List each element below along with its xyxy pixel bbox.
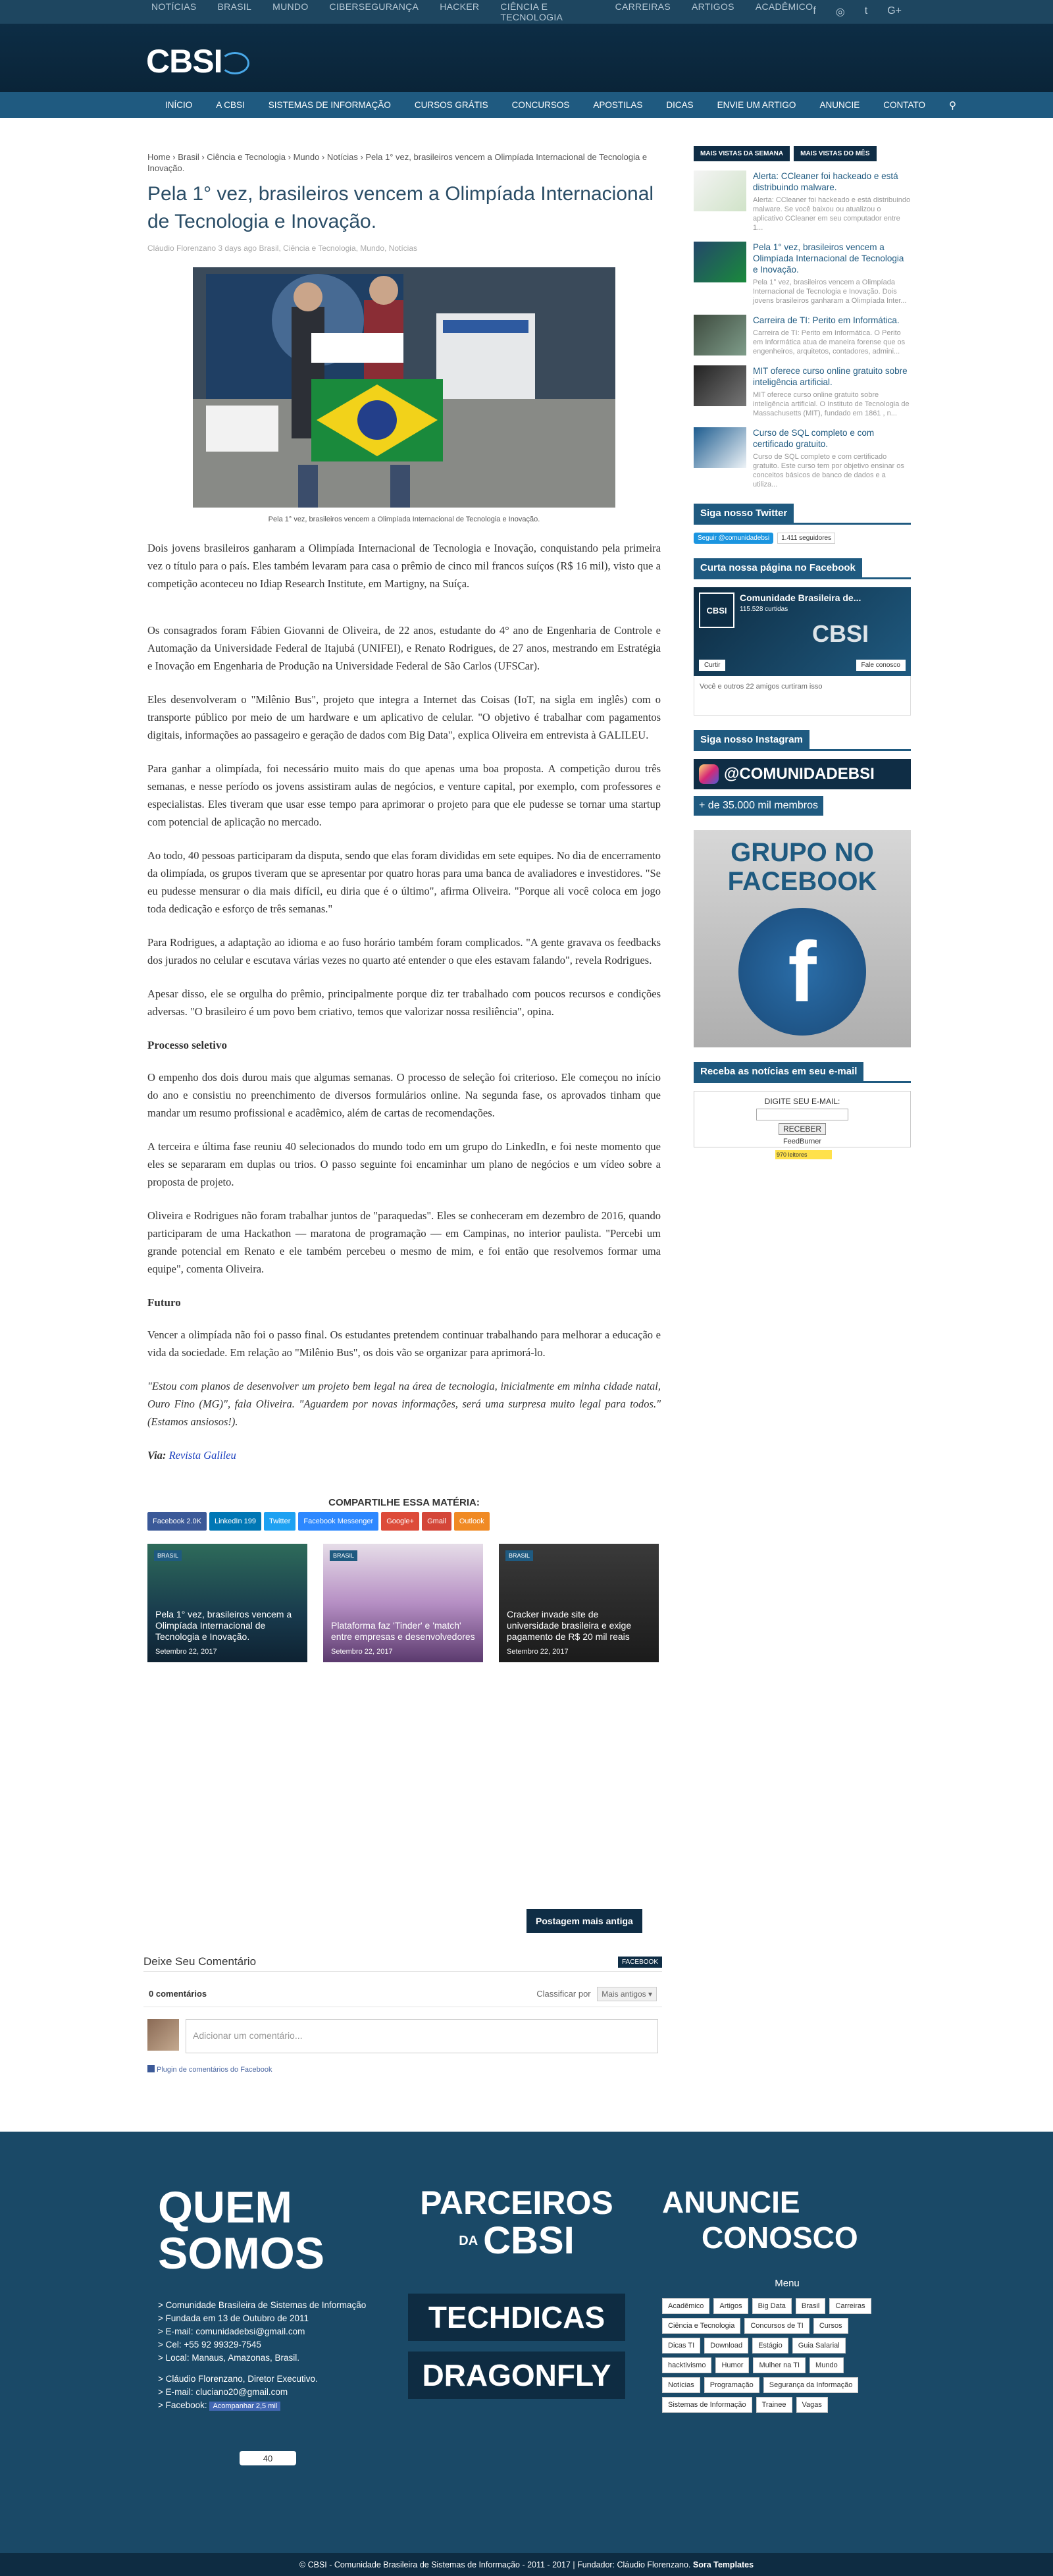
tag-link[interactable]: Guia Salarial [792, 2338, 846, 2353]
about-block [158, 2184, 366, 2465]
article-body [147, 539, 661, 1464]
twitter-count: 1.411 seguidores [777, 533, 835, 544]
facebook-page-widget[interactable] [694, 587, 911, 676]
section-heading: Processo seletivo [147, 1039, 228, 1051]
sidebar [694, 146, 911, 1159]
post-title: Curso de SQL completo e com certificado gratuito. [753, 428, 875, 449]
info-line: > Fundada em 13 de Outubro de 2011 [158, 2313, 309, 2323]
nav-item-dicas[interactable]: DICAS [666, 100, 694, 110]
share-linkedin-button[interactable]: LinkedIn 199 [209, 1512, 261, 1531]
page-avatar: CBSI [699, 592, 734, 628]
tag-link[interactable]: Big Data [752, 2298, 792, 2314]
facebook-group-banner[interactable] [694, 830, 911, 1047]
email-signup [694, 1091, 911, 1147]
email-widget-title: Receba as notícias em seu e-mail [694, 1062, 863, 1081]
copyright-text: © CBSI - Comunidade Brasileira de Sistemas de Informação - 2011 - 2017 | Fundador: Cláudio Florenzano. [299, 2560, 691, 2569]
top-nav-item[interactable]: NOTÍCIAS [151, 1, 197, 12]
paragraph: Apesar disso, ele se orgulha do prêmio, principalmente porque diz ter trabalhado com poucos recursos e condições adversas. "O brasileiro é um povo bem criativo, temos que valorizar nossa resiliência", opina. [147, 987, 661, 1018]
facebook-glyph: f [788, 924, 817, 1020]
group-line1: GRUPO NO [731, 838, 874, 867]
facebook-follow-button[interactable]: Acompanhar 2,5 mil [209, 2402, 280, 2411]
post-thumbnail [694, 427, 746, 468]
tag-link[interactable]: Estágio [752, 2338, 788, 2353]
tag-link[interactable]: Notícias [662, 2377, 700, 2393]
paragraph: "Estou com planos de desenvolver um projeto bem legal na área de tecnologia, inicialmente em minha cidade natal, Ouro Fino (MG)", fala Oliveira. "Aguardem por novas informações, será uma surpresa muito legal para todos." (Estamos ansiosos!). [147, 1380, 661, 1428]
tag-link[interactable]: Cursos [813, 2318, 848, 2334]
footer [0, 2132, 1053, 2553]
post-excerpt: Alerta: CCleaner foi hackeado e está distribuindo malware. Se você baixou ou atualizou o aplicativo CCleaner em seu computador entre 1... [753, 196, 911, 232]
techdicas-banner[interactable] [408, 2294, 625, 2341]
info-line: > E-mail: comunidadebsi@gmail.com [158, 2326, 305, 2336]
top-nav-item[interactable]: BRASIL [217, 1, 252, 12]
twitter-icon[interactable]: t [864, 5, 868, 16]
share-gmail-button[interactable]: Gmail [422, 1512, 451, 1531]
via-label: Via: [147, 1449, 167, 1461]
paragraph: A terceira e última fase reuniu 40 selecionados do mundo todo em um grupo do LinkedIn, e foi neste momento que eles se separaram em duplas ou trios. O passo seguinte foi encaminhar um plano de negócios e um vídeo sobre a proposta de projeto. [147, 1140, 661, 1188]
advertise-title-1: ANUNCIE [662, 2185, 800, 2219]
divider [694, 523, 911, 525]
related-title: Pela 1° vez, brasileiros vencem a Olimpíada Internacional de Tecnologia e Inovação. [155, 1609, 292, 1642]
instagram-banner[interactable] [694, 759, 911, 789]
facebook-icon [147, 2065, 155, 2072]
post-excerpt: Curso de SQL completo e com certificado gratuito. Este curso tem por objetivo ensinar os conceitos básicos de banco de dados e a utiliza... [753, 453, 904, 488]
tag-cloud [662, 2298, 879, 2413]
fb-page-name: Comunidade Brasileira de... [740, 592, 861, 603]
tag-link[interactable]: Trainee [756, 2397, 792, 2413]
dragonfly-banner[interactable] [408, 2352, 625, 2399]
top-nav-item[interactable]: MUNDO [272, 1, 309, 12]
advertise-title-2: CONOSCO [702, 2221, 858, 2255]
post-thumbnail [694, 242, 746, 282]
post-excerpt: Pela 1° vez, brasileiros vencem a Olimpíada Internacional de Tecnologia e Inovação. Dois jovens brasileiros ganharam a Olimpíada Inter... [753, 278, 907, 305]
related-date: Setembro 22, 2017 [331, 1648, 393, 1656]
tag-link[interactable]: Sistemas de Informação [662, 2397, 752, 2413]
related-post[interactable] [499, 1544, 659, 1662]
top-nav [151, 1, 816, 22]
paragraph: Para ganhar a olimpíada, foi necessário muito mais do que apenas uma boa proposta. A competição durou três semanas, e nesse período os jovens assistiram aulas de negócios, e venture capital, por exemplo, com professores e especialistas. Eles tiveram que usar esse tempo para aprimorar o projeto para que ele pudesse se tornar uma startup com potencial de aplicação no mercado. [147, 762, 661, 828]
paragraph: Ao todo, 40 pessoas participaram da disputa, sendo que elas foram divididas em sete equipes. No dia de encerramento da olimpíada, os grupos tiveram que se apresentar por quatro horas para uma banca de avaliadores e investidores. "Se eu pudesse mensurar o dia mais difícil, eu diria que é o último", afirma Oliveira. "Porque ali você coloca em jogo toda dedicação e esforço de três semanas." [147, 849, 661, 915]
share-messenger-button[interactable]: Facebook Messenger [298, 1512, 378, 1531]
share-title: COMPARTILHE ESSA MATÉRIA: [328, 1497, 480, 1508]
photo-illustration [193, 267, 615, 508]
top-bar [0, 0, 1053, 24]
instagram-icon [699, 764, 719, 784]
related-title: Cracker invade site de universidade brasileira e exige pagamento de R$ 20 mil reais [507, 1609, 632, 1642]
article-title: Pela 1° vez, brasileiros vencem a Olimpíada Internacional de Tecnologia e Inovação. [147, 183, 654, 232]
divider [694, 1081, 911, 1083]
partners-cbsi: CBSI [483, 2219, 575, 2262]
post-excerpt: MIT oferece curso online gratuito sobre inteligência artificial. O Instituto de Tecnologia de Massachusetts (MIT), fundado em 1861 , n... [753, 391, 910, 417]
post-title: MIT oferece curso online gratuito sobre inteligência artificial. [753, 366, 908, 387]
post-thumbnail [694, 365, 746, 406]
info-line: > Comunidade Brasileira de Sistemas de Informação [158, 2300, 367, 2310]
partners-block [408, 2184, 625, 2399]
info-line: > Facebook: [158, 2400, 207, 2410]
globe-icon [220, 52, 249, 74]
tag-link[interactable]: Brasil [796, 2298, 826, 2314]
related-title: Plataforma faz 'Tinder' e 'match' entre empresas e desenvolvedores [331, 1620, 475, 1642]
tag-link[interactable]: Artigos [713, 2298, 748, 2314]
share-google-button[interactable]: Google+ [381, 1512, 419, 1531]
visit-counter: 40 [240, 2451, 296, 2465]
facebook-comments-tab[interactable]: FACEBOOK [618, 1957, 662, 1968]
top-nav-item[interactable]: ARTIGOS [691, 1, 734, 12]
dragonfly-logo: DRAGONFLY [422, 2358, 611, 2392]
related-tag: BRASIL [330, 1550, 357, 1561]
info-line: > Cláudio Florenzano, Diretor Executivo. [158, 2374, 318, 2384]
tag-link[interactable]: Mulher na TI [753, 2357, 806, 2373]
popular-post[interactable] [694, 242, 911, 305]
nav-item-envie[interactable]: ENVIE UM ARTIGO [717, 100, 796, 110]
article [147, 151, 661, 1662]
paragraph: Dois jovens brasileiros ganharam a Olimpíada Internacional de Tecnologia e Inovação, conquistando pela primeira vez o título para o país. Eles também levaram para casa o prêmio de cinco mil francos suíços (R$ 16 mil), visto que a competição aconteceu no Idiap Research Institute, em Martigny, na Suíça. [147, 542, 661, 590]
instagram-members: + de 35.000 mil membros [694, 796, 823, 816]
tab-month[interactable]: MAIS VISTAS DO MÊS [794, 146, 876, 161]
popular-post[interactable] [694, 315, 911, 356]
facebook-widget-title: Curta nossa página no Facebook [694, 558, 862, 577]
nav-item-cursos[interactable]: CURSOS GRÁTIS [414, 100, 488, 110]
post-excerpt: Carreira de TI: Perito em Informática. O Perito em Informática atua de maneira forense que os engenheiros, arquitetos, contadores, admini... [753, 329, 906, 355]
site-logo[interactable] [146, 42, 249, 80]
related-date: Setembro 22, 2017 [155, 1648, 217, 1656]
share-bar [147, 1512, 661, 1531]
tag-link[interactable]: Download [704, 2338, 748, 2353]
nav-item-sistemas[interactable]: SISTEMAS DE INFORMAÇÃO [268, 100, 391, 110]
copyright-bar [0, 2553, 1053, 2576]
email-submit-button[interactable]: RECEBER [779, 1123, 826, 1135]
breadcrumb[interactable]: Home › Brasil › Ciência e Tecnologia › Mundo › Notícias › Pela 1° vez, brasileiros vencem a Olimpíada Internacional de Tecnologia e Inovação. [147, 152, 648, 173]
top-nav-item[interactable]: CIBERSEGURANÇA [329, 1, 419, 12]
partners-da: DA [459, 2234, 478, 2248]
plugin-label: Plugin de comentários do Facebook [157, 2066, 272, 2074]
tag-link[interactable]: Ciência e Tecnologia [662, 2318, 740, 2334]
nav-item-concursos[interactable]: CONCURSOS [511, 100, 570, 110]
comments-heading: Deixe Seu Comentário [143, 1955, 257, 1968]
info-line: > E-mail: cluciano20@gmail.com [158, 2387, 288, 2397]
tag-link[interactable]: Segurança da Informação [763, 2377, 859, 2393]
techdicas-logo: TECHDICAS [428, 2300, 605, 2334]
feedburner-label: FeedBurner [783, 1138, 822, 1145]
top-nav-item[interactable]: HACKER [440, 1, 480, 12]
related-post[interactable] [147, 1544, 307, 1662]
tab-week[interactable]: MAIS VISTAS DA SEMANA [694, 146, 790, 161]
nav-item-cbsi[interactable]: A CBSI [216, 100, 245, 110]
top-nav-item[interactable]: ACADÊMICO [755, 1, 813, 12]
tag-link[interactable]: Mundo [809, 2357, 844, 2373]
email-label: DIGITE SEU E-MAIL: [764, 1097, 840, 1106]
related-post[interactable] [323, 1544, 483, 1662]
fb-friends: Você e outros 22 amigos curtiram isso [694, 676, 911, 716]
comments-section [143, 1955, 662, 2074]
fb-likes: 115.528 curtidas [740, 606, 788, 613]
article-figure [193, 267, 615, 523]
social-links [813, 5, 902, 18]
share-facebook-button[interactable]: Facebook 2.0K [147, 1512, 207, 1531]
related-date: Setembro 22, 2017 [507, 1648, 569, 1656]
photo-caption: Pela 1° vez, brasileiros vencem a Olimpíada Internacional de Tecnologia e Inovação. [268, 515, 540, 523]
facebook-icon [738, 908, 866, 1036]
instagram-icon[interactable]: ◎ [835, 7, 845, 18]
popular-post[interactable] [694, 171, 911, 232]
main-nav [0, 92, 1053, 118]
email-input[interactable] [756, 1109, 848, 1120]
article-meta: Cláudio Florenzano 3 days ago Brasil, Ciência e Tecnologia, Mundo, Notícias [147, 244, 418, 253]
post-title: Alerta: CCleaner foi hackeado e está distribuindo malware. [753, 171, 898, 192]
google-plus-icon[interactable]: G+ [887, 5, 902, 16]
instagram-widget-title: Siga nosso Instagram [694, 730, 809, 749]
twitter-follow-button[interactable]: Seguir @comunidadebsi [694, 533, 773, 544]
source-line [147, 1446, 661, 1464]
fb-cover-logo: CBSI [812, 620, 869, 647]
older-post-button[interactable]: Postagem mais antiga [526, 1909, 642, 1933]
logo-text: CBSI [146, 43, 222, 80]
source-link[interactable]: Revista Galileu [168, 1449, 236, 1461]
facebook-icon[interactable]: f [813, 5, 816, 16]
tag-link[interactable]: Humor [715, 2357, 749, 2373]
related-posts [147, 1544, 661, 1662]
popular-post[interactable] [694, 427, 911, 489]
tag-link[interactable]: hacktivismo [662, 2357, 711, 2373]
template-credit-link[interactable]: Sora Templates [692, 2560, 754, 2569]
divider [694, 749, 911, 751]
plugin-link[interactable] [143, 2065, 662, 2074]
post-title: Carreira de TI: Perito em Informática. [753, 315, 900, 325]
info-line: > Cel: +55 92 99329-7545 [158, 2340, 261, 2350]
post-thumbnail [694, 171, 746, 211]
nav-item-contato[interactable]: CONTATO [883, 100, 925, 110]
tag-link[interactable]: Concursos de TI [744, 2318, 809, 2334]
menu-title: Menu [775, 2278, 800, 2289]
about-title-2: SOMOS [158, 2228, 325, 2278]
divider [694, 577, 911, 579]
sort-select[interactable]: Mais antigos ▾ [597, 1987, 657, 2001]
related-tag: BRASIL [505, 1550, 533, 1561]
share-twitter-button[interactable]: Twitter [264, 1512, 295, 1531]
top-nav-item[interactable]: CARREIRAS [615, 1, 671, 12]
post-thumbnail [694, 315, 746, 355]
post-title: Pela 1° vez, brasileiros vencem a Olimpíada Internacional de Tecnologia e Inovação. [753, 242, 904, 275]
tag-link[interactable]: Programação [704, 2377, 759, 2393]
feedburner-count: 970 leitores [775, 1150, 832, 1159]
paragraph: O empenho dos dois durou mais que algumas semanas. O processo de seleção foi criterioso. Ele começou no início do ano e consistiu no preenchimento de diversos formulários online. Na segunda fase, os aprovados tinham que mandar um resumo profissional e acadêmico, além de cartas de recomendações. [147, 1071, 661, 1119]
paragraph: Vencer a olimpíada não foi o passo final. Os estudantes pretendem continuar trabalhando para melhorar a educação e vida da sociedade. Em relação ao "Milênio Bus", os dois vão se organizar para aprimorá-lo. [147, 1328, 661, 1359]
tag-link[interactable]: Carreiras [829, 2298, 871, 2314]
top-nav-item[interactable]: CIÊNCIA E TECNOLOGIA [500, 1, 563, 22]
twitter-widget-title: Siga nosso Twitter [694, 504, 794, 523]
sort-label: Classificar por [536, 1989, 591, 1999]
site-header [0, 24, 1053, 92]
fb-like-button[interactable]: Curtir [699, 660, 725, 671]
comment-input[interactable]: Adicionar um comentário... [186, 2019, 658, 2053]
paragraph: Os consagrados foram Fábien Giovanni de Oliveira, de 22 anos, estudante do 4° ano de Engenharia de Controle e Automação da Universidade Federal de Itajubá (UNIFEI), e Renato Rodrigues, de 27 anos, mestrando em Estratégia e Inovação em Engenharia de Produção na Universidade Federal de São Carlos (UFSCar). [147, 624, 661, 672]
about-info [158, 2299, 366, 2413]
tag-link[interactable]: Acadêmico [662, 2298, 709, 2314]
info-line: > Local: Manaus, Amazonas, Brasil. [158, 2353, 299, 2363]
paragraph: Para Rodrigues, a adaptação ao idioma e ao fuso horário também foram complicados. "A gente gravava os feedbacks dos jurados no celular e escutava várias vezes no quarto até entender o que eles estavam falando", revela Rodrigues. [147, 936, 661, 966]
group-line2: FACEBOOK [727, 867, 877, 896]
avatar [147, 2019, 179, 2051]
search-icon[interactable]: ⚲ [948, 99, 956, 111]
about-title-1: QUEM [158, 2182, 292, 2232]
paragraph: Oliveira e Rodrigues não foram trabalhar juntos de "paraquedas". Eles se conheceram em dezembro de 2016, quando participaram de uma Hackathon — maratona de programação — em Campinas, no interior paulista. "Percebi um grande potencial em Renato e ele também percebeu o mesmo de mim, e foi então que resolvemos formar uma equipe", comenta Oliveira. [147, 1209, 661, 1275]
paragraph: Eles desenvolveram o "Milênio Bus", projeto que integra a Internet das Coisas (IoT, na sigla em inglês) com o transporte público por meio de um hardware e um aplicativo de celular. "O objetivo é trabalhar com pagamentos digitais, informações ao passageiro e geração de dados com Big Data", explica Oliveira em entrevista à GALILEU. [147, 693, 661, 741]
nav-item-apostilas[interactable]: APOSTILAS [593, 100, 643, 110]
advertise-block [662, 2184, 912, 2413]
section-heading: Futuro [147, 1296, 181, 1309]
tag-link[interactable]: Dicas TI [662, 2338, 700, 2353]
popular-tabs [694, 146, 911, 161]
instagram-handle: @COMUNIDADEBSI [724, 765, 875, 783]
tag-link[interactable]: Vagas [796, 2397, 828, 2413]
popular-post[interactable] [694, 365, 911, 418]
fb-contact-button[interactable]: Fale conosco [856, 660, 906, 671]
nav-item-inicio[interactable]: INÍCIO [165, 100, 193, 110]
partners-title: PARCEIROS [420, 2184, 613, 2221]
share-outlook-button[interactable]: Outlook [454, 1512, 490, 1531]
comment-count: 0 comentários [149, 1989, 207, 1999]
nav-item-anuncie[interactable]: ANUNCIE [819, 100, 860, 110]
article-photo [193, 267, 615, 508]
related-tag: BRASIL [154, 1550, 182, 1561]
